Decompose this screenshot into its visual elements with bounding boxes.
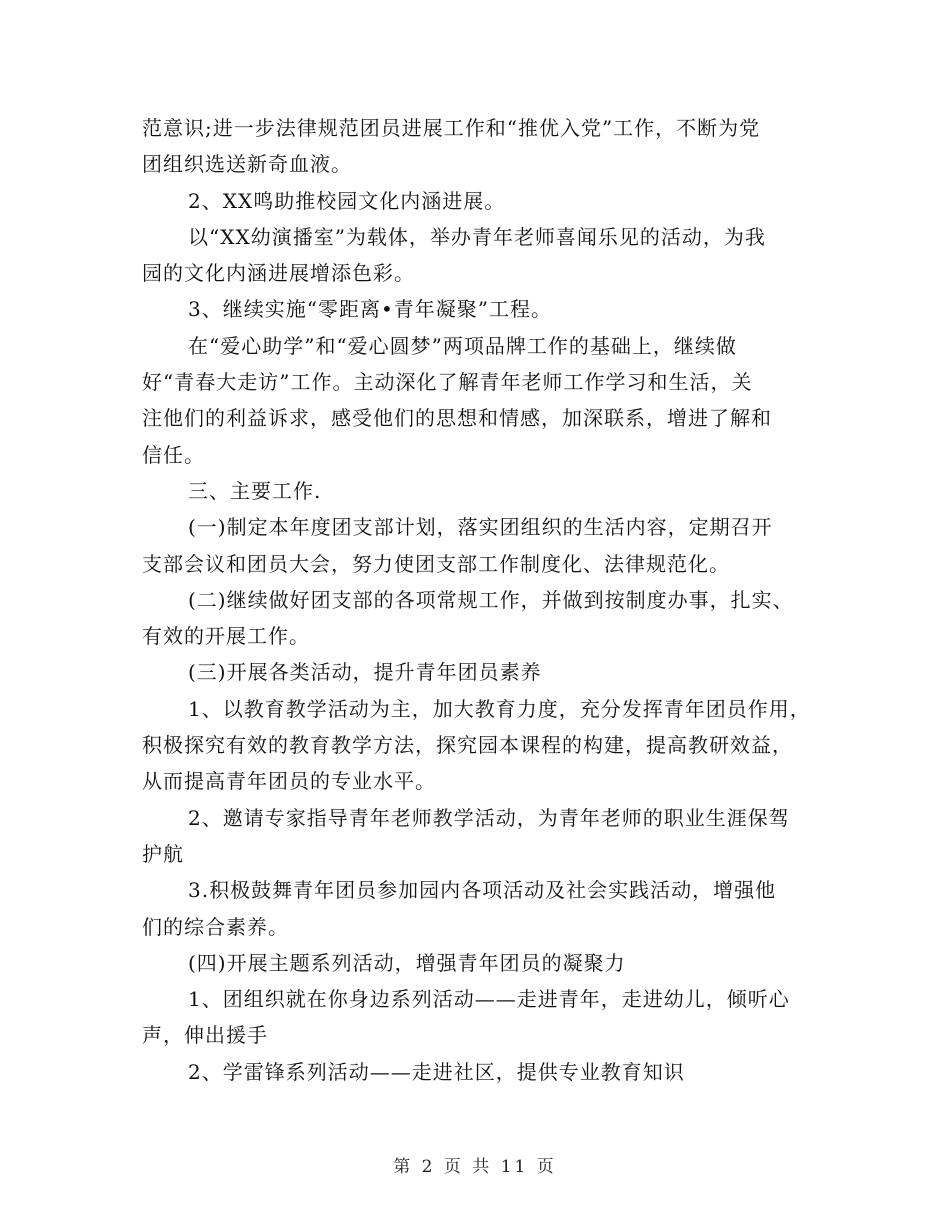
text-line: 注他们的利益诉求，感受他们的思想和情感，加深联系，增进了解和 — [142, 406, 772, 431]
text-line: 护航 — [142, 841, 184, 866]
text-line: 们的综合素养。 — [142, 914, 289, 939]
text-line: 3、继续实施“零距离•青年凝聚”工程。 — [188, 297, 552, 322]
text-line: 三、主要工作. — [188, 478, 322, 503]
page-footer: 第 2 页 共 11 页 — [393, 1157, 557, 1177]
text-line: 园的文化内涵进展增添色彩。 — [142, 261, 415, 286]
document-body — [142, 110, 814, 1090]
text-line: 范意识;进一步法律规范团员进展工作和“推优入党”工作，不断为党 — [142, 116, 761, 140]
text-line: 积极探究有效的教育教学方法，探究园本课程的构建，提高教研效益， — [142, 733, 793, 758]
text-line: 声，伸出援手 — [142, 1023, 268, 1048]
text-line: 支部会议和团员大会，努力使团支部工作制度化、法律规范化。 — [142, 551, 730, 576]
text-line: 1、团组织就在你身边系列活动——走进青年，走进幼儿，倾听心 — [188, 987, 790, 1012]
text-line: 2、邀请专家指导青年老师教学活动，为青年老师的职业生涯保驾 — [188, 805, 790, 830]
text-line: 团组织选送新奇血液。 — [142, 152, 352, 177]
text-line: (一)制定本年度团支部计划，落实团组织的生活内容，定期召开 — [188, 515, 773, 540]
text-line: 1、以教育教学活动为主，加大教育力度，充分发挥青年团员作用， — [188, 696, 811, 721]
text-line: 从而提高青年团员的专业水平。 — [142, 769, 436, 794]
text-line: 在“爱心助学”和“爱心圆梦”两项品牌工作的基础上，继续做 — [188, 333, 737, 358]
text-line: (二)继续做好团支部的各项常规工作，并做到按制度办事，扎实、 — [188, 587, 794, 612]
text-line: 信任。 — [142, 442, 205, 467]
text-line: 好“青春大走访”工作。主动深化了解青年老师工作学习和生活，关 — [142, 370, 753, 395]
text-line: 3.积极鼓舞青年团员参加园内各项活动及社会实践活动，增强他 — [188, 878, 777, 903]
text-line: 有效的开展工作。 — [142, 624, 310, 649]
text-line: (三)开展各类活动，提升青年团员素养 — [188, 660, 542, 685]
text-line: (四)开展主题系列活动，增强青年团员的凝聚力 — [188, 950, 626, 975]
text-line: 2、XX鸣助推校园文化内涵进展。 — [188, 188, 506, 213]
text-line: 2、学雷锋系列活动——走进社区，提供专业教育知识 — [188, 1059, 685, 1084]
text-line: 以“XX幼演播室”为载体，举办青年老师喜闻乐见的活动，为我 — [188, 224, 766, 249]
